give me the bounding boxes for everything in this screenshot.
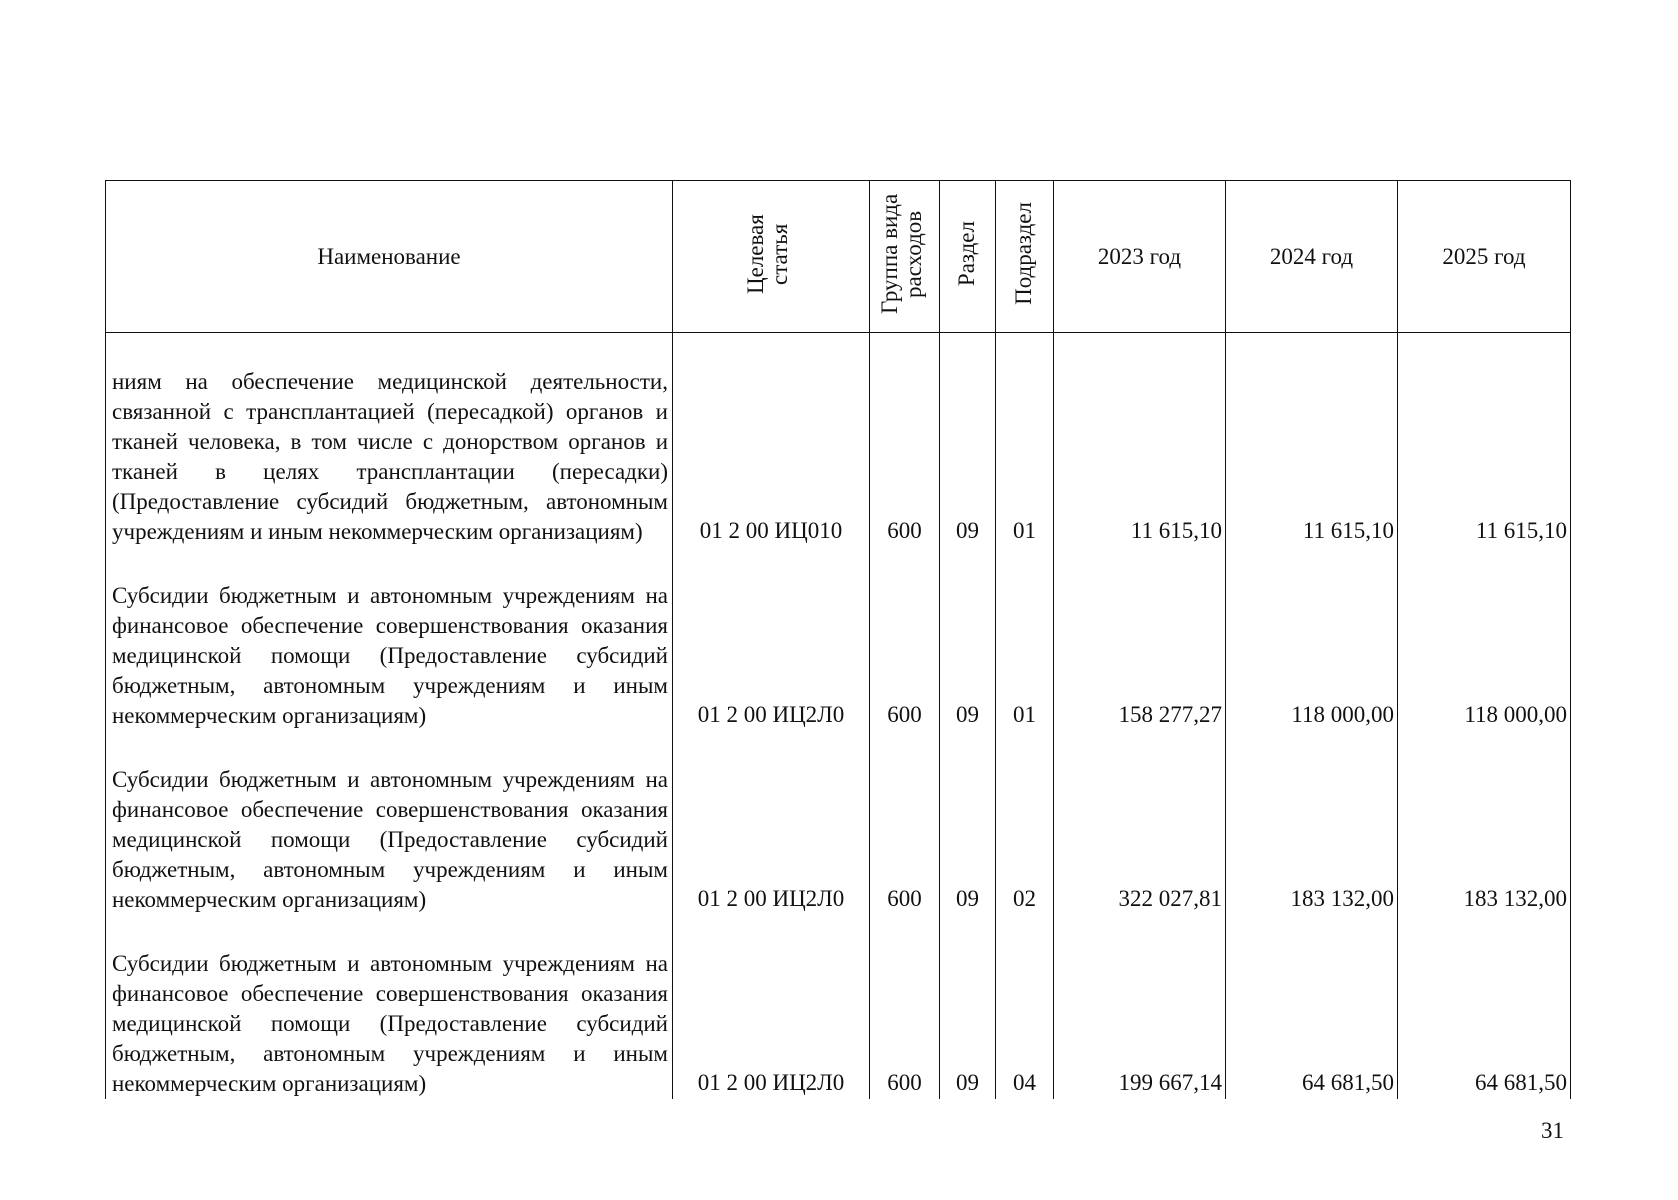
header-section: Раздел — [940, 181, 996, 333]
row-value-2024: 64 681,50 — [1226, 915, 1398, 1099]
row-subsection: 01 — [996, 333, 1054, 547]
row-name: Субсидии бюджетным и автономным учреждениям на финансовое обеспечение совершенствования оказания медицинской помощи (Предоставление субсидий бюджетным, автономным учреждениям и иным некоммерческим организациям) — [106, 731, 673, 915]
header-2025: 2025 год — [1398, 181, 1571, 333]
header-subsection: Подраздел — [996, 181, 1054, 333]
row-name: Субсидии бюджетным и автономным учреждениям на финансовое обеспечение совершенствования оказания медицинской помощи (Предоставление субсидий бюджетным, автономным учреждениям и иным некоммерческим организациям) — [106, 915, 673, 1099]
row-subsection: 02 — [996, 731, 1054, 915]
table-row — [106, 547, 1571, 731]
row-value-2025: 64 681,50 — [1398, 915, 1571, 1099]
row-value-2023: 158 277,27 — [1054, 547, 1226, 731]
row-name: ниям на обеспечение медицинской деятельности, связанной с трансплантацией (пересадкой) органов и тканей человека, в том числе с донорством органов и тканей в целях трансплантации (пересадки) (Предоставление субсидий бюджетным, автономным учреждениям и иным некоммерческим организациям) — [106, 333, 673, 547]
row-section: 09 — [940, 915, 996, 1099]
header-name: Наименование — [106, 181, 673, 333]
table-row — [106, 915, 1571, 1099]
header-target-article: Целевая статья — [673, 181, 870, 333]
row-value-2023: 322 027,81 — [1054, 731, 1226, 915]
row-target-article: 01 2 00 ИЦ2Л0 — [673, 915, 870, 1099]
row-value-2024: 118 000,00 — [1226, 547, 1398, 731]
row-target-article: 01 2 00 ИЦ2Л0 — [673, 547, 870, 731]
header-2024: 2024 год — [1226, 181, 1398, 333]
page-number: 31 — [1541, 1118, 1564, 1143]
row-value-2023: 199 667,14 — [1054, 915, 1226, 1099]
row-subsection: 01 — [996, 547, 1054, 731]
row-value-2025: 183 132,00 — [1398, 731, 1571, 915]
budget-table — [105, 180, 1571, 1099]
table-header-row — [106, 181, 1571, 333]
row-target-article: 01 2 00 ИЦ010 — [673, 333, 870, 547]
row-value-2024: 11 615,10 — [1226, 333, 1398, 547]
header-2023: 2023 год — [1054, 181, 1226, 333]
row-section: 09 — [940, 731, 996, 915]
row-value-2024: 183 132,00 — [1226, 731, 1398, 915]
row-value-2025: 11 615,10 — [1398, 333, 1571, 547]
row-subsection: 04 — [996, 915, 1054, 1099]
row-expense-group: 600 — [870, 731, 940, 915]
row-expense-group: 600 — [870, 333, 940, 547]
row-name: Субсидии бюджетным и автономным учреждениям на финансовое обеспечение совершенствования оказания медицинской помощи (Предоставление субсидий бюджетным, автономным учреждениям и иным некоммерческим организациям) — [106, 547, 673, 731]
row-target-article: 01 2 00 ИЦ2Л0 — [673, 731, 870, 915]
table-row — [106, 731, 1571, 915]
row-section: 09 — [940, 547, 996, 731]
row-value-2025: 118 000,00 — [1398, 547, 1571, 731]
row-expense-group: 600 — [870, 915, 940, 1099]
header-expense-group: Группа вида расходов — [870, 181, 940, 333]
row-expense-group: 600 — [870, 547, 940, 731]
table-row — [106, 333, 1571, 547]
row-value-2023: 11 615,10 — [1054, 333, 1226, 547]
row-section: 09 — [940, 333, 996, 547]
